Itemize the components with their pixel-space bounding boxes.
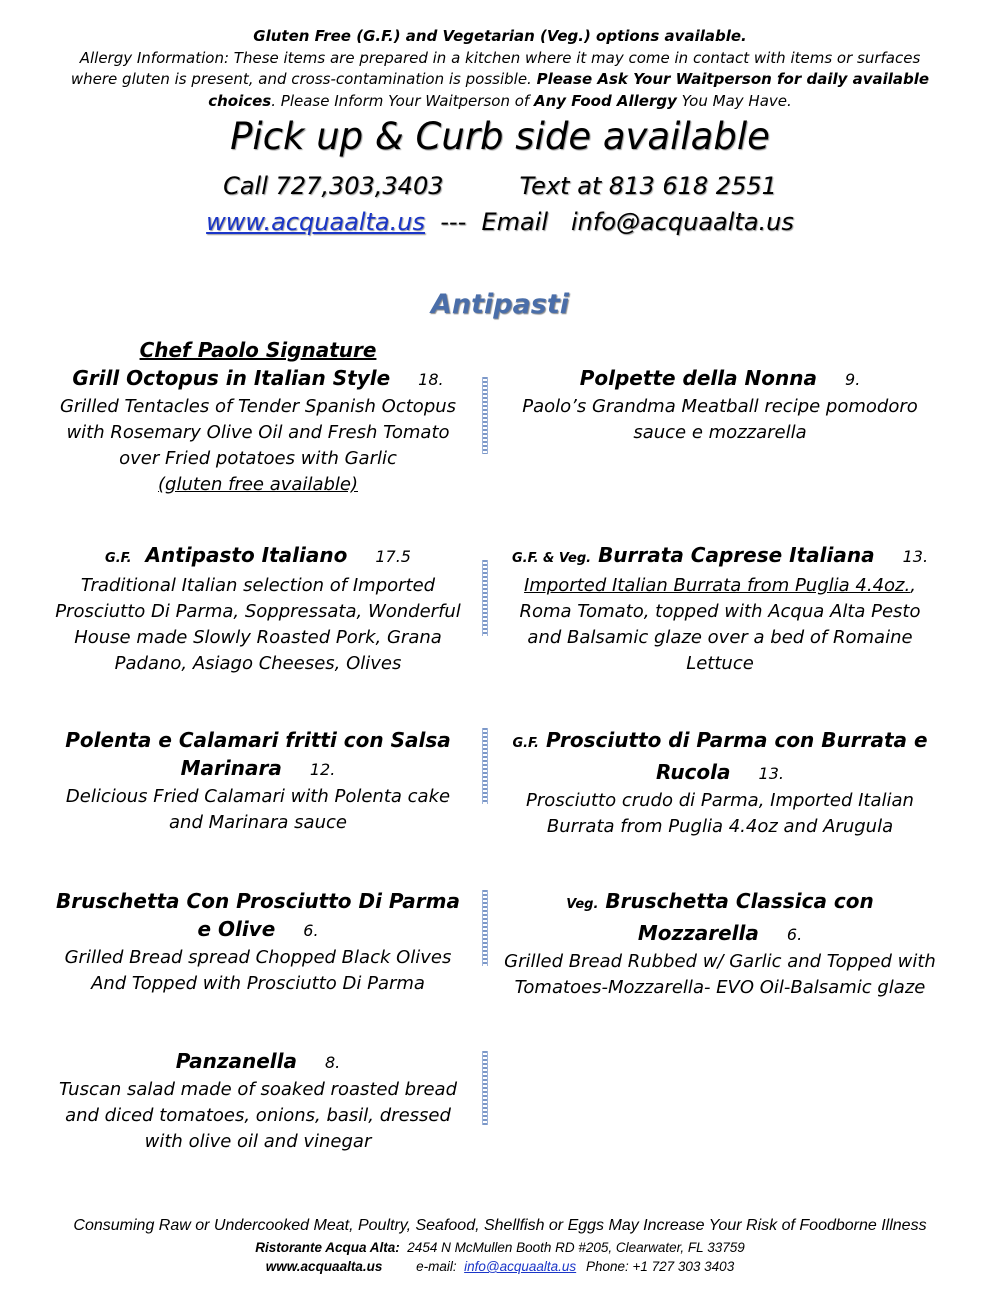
item-name: Antipasto Italiano [145, 543, 348, 567]
item-price: 8. [325, 1053, 341, 1072]
menu-item-bruschetta-prosciutto [48, 887, 468, 997]
restaurant-address: 2454 N McMullen Booth RD #205, Clearwater, FL 33759 [407, 1240, 745, 1255]
gf-veg-tag: G.F. & Veg. [511, 551, 592, 566]
menu-item-polpette [500, 364, 940, 446]
item-name: Bruschetta Classica con Mozzarella [605, 889, 874, 945]
restaurant-name: Ristorante Acqua Alta: [255, 1240, 400, 1255]
item-price: 12. [309, 760, 336, 779]
contact-separator: --- [440, 208, 467, 236]
pickup-banner: Pick up & Curb side available [230, 115, 770, 158]
item-name: Panzanella [175, 1049, 297, 1073]
item-price: 17.5 [375, 547, 411, 566]
item-description: Tuscan salad made of soaked roasted bread and diced tomatoes, onions, basil, dressed with olive oil and vinegar [59, 1079, 457, 1152]
column-divider [482, 560, 488, 636]
item-name: Burrata Caprese Italiana [598, 543, 875, 567]
menu-item-antipasto [48, 541, 468, 677]
call-number: Call 727,303,3403 [223, 172, 444, 200]
item-description: Grilled Bread Rubbed w/ Garlic and Topped with Tomatoes-Mozzarella- EVO Oil-Balsamic glaze [504, 951, 936, 998]
item-price: 13. [758, 764, 784, 783]
item-price: 9. [845, 370, 861, 389]
item-description: Paolo’s Grandma Meatball recipe pomodoro sauce e mozzarella [522, 396, 918, 443]
menu-item-polenta [48, 726, 468, 836]
column-divider [482, 728, 488, 804]
item-description: Traditional Italian selection of Imported Prosciutto Di Parma, Soppressata, Wonderful House made Slowly Roasted Pork, Grana Padano, Asiago Cheeses, Olives [55, 575, 461, 674]
signature-label: Chef Paolo Signature [139, 338, 377, 362]
allergy-notice [60, 26, 940, 112]
gluten-free-note: (gluten free available) [158, 474, 358, 495]
section-title-antipasti: Antipasti [430, 289, 570, 320]
menu-item-bruschetta-classica [500, 887, 940, 1001]
footer [0, 1214, 1000, 1276]
ask-waitperson-text: Please Ask Your Waitperson for daily available choices [208, 70, 930, 110]
item-name: Polpette della Nonna [579, 366, 818, 390]
item-description: Delicious Fried Calamari with Polenta cake and Marinara sauce [65, 786, 451, 833]
footer-phone: Phone: +1 727 303 3403 [585, 1259, 735, 1274]
column-divider [482, 377, 488, 454]
footer-email-label: e-mail: [416, 1259, 457, 1274]
item-price: 13. [902, 547, 929, 566]
inform-text: . Please Inform Your Waitperson of [271, 91, 530, 110]
item-name: Bruschetta Con Prosciutto Di Parma e Olive [56, 889, 460, 941]
website-link[interactable]: www.acquaalta.us [206, 208, 425, 236]
menu-item-octopus [48, 336, 468, 498]
footer-email-link[interactable]: info@acquaalta.us [464, 1259, 577, 1274]
options-line: Gluten Free (G.F.) and Vegetarian (Veg.) options available. [253, 27, 747, 45]
contact-block [0, 168, 1000, 240]
footer-website: www.acquaalta.us [265, 1259, 383, 1274]
food-allergy-text: Any Food Allergy [533, 91, 677, 110]
allergy-text: Allergy Information: These items are prepared in a kitchen where it may come in contact with items or surfaces where gluten is present, and cross-contamination is possible. [70, 48, 921, 88]
item-price: 6. [786, 925, 803, 944]
text-number: Text at 813 618 2551 [519, 172, 777, 200]
item-price: 18. [418, 370, 444, 389]
burrata-origin: Imported Italian Burrata from Puglia 4.4oz. [524, 575, 911, 596]
menu-item-burrata [500, 541, 940, 677]
veg-tag: Veg. [566, 897, 599, 912]
item-name: Grill Octopus in Italian Style [72, 366, 391, 390]
item-description: Prosciutto crudo di Parma, Imported Italian Burrata from Puglia 4.4oz and Arugula [526, 790, 914, 837]
email-address: info@acquaalta.us [570, 208, 794, 236]
email-label: Email [481, 208, 549, 236]
item-price: 6. [303, 921, 319, 940]
item-description: Grilled Tentacles of Tender Spanish Octopus with Rosemary Olive Oil and Fresh Tomato over Fried potatoes with Garlic [59, 396, 457, 469]
item-description: Grilled Bread spread Chopped Black Olives And Topped with Prosciutto Di Parma [64, 947, 452, 994]
gf-tag: G.F. [105, 551, 132, 566]
column-divider [482, 1051, 488, 1125]
gf-tag: G.F. [512, 736, 539, 751]
menu-item-panzanella [48, 1047, 468, 1155]
foodborne-warning: Consuming Raw or Undercooked Meat, Poultry, Seafood, Shellfish or Eggs May Increase Your Risk of Foodborne Illness [73, 1217, 927, 1234]
column-divider [482, 890, 488, 966]
item-name: Prosciutto di Parma con Burrata e Rucola [545, 728, 928, 784]
item-name: Polenta e Calamari fritti con Salsa Marinara [65, 728, 451, 780]
menu-item-prosciutto [500, 726, 940, 840]
item-description: , Roma Tomato, topped with Acqua Alta Pesto and Balsamic glaze over a bed of Romaine Lettuce [519, 575, 921, 674]
notice-end-text: You May Have. [681, 91, 792, 110]
